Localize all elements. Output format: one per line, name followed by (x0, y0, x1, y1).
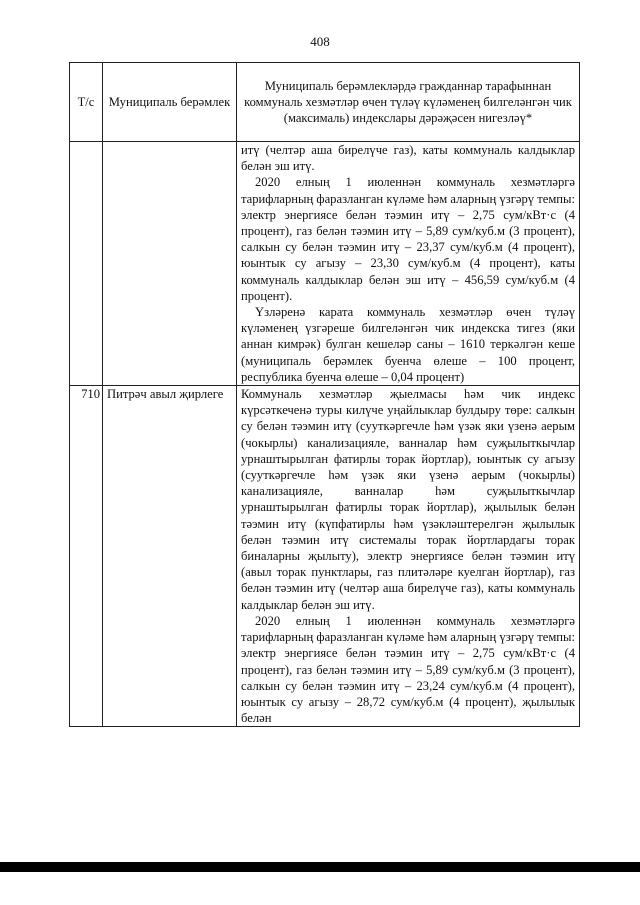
header-municipality: Муниципаль берәмлек (103, 63, 237, 142)
table-row-continuation (70, 142, 580, 386)
cell-justification (237, 386, 580, 727)
cell-justification-continuation (237, 142, 580, 386)
table-header-row (70, 63, 580, 142)
municipal-index-table (69, 62, 580, 727)
header-number: Т/с (70, 63, 103, 142)
paragraph: Үзләренә карата коммуналь хезмәтләр өчен түләү күләменең үзгәреше билгеләнгән чик индекска тигез (яки аннан кимрәк) булган кешеләр саны – 1610 теркәлгән кеше (муниципаль берәмлек буенча өлеше – 100 процент, республика буенча өлеше – 0,04 процент) (241, 305, 575, 384)
paragraph: 2020 елның 1 июленнән коммуналь хезмәтләргә тарифларның фаразланган күләме һәм аларның үзгәрү темпы: электр энергиясе белән тәэмин итү – 2,75 сум/кВт·с (4 процент), газ белән тәэмин итү – 5,89 сум/куб.м (3 процент), салкын су белән тәэмин итү – 23,24 сум/куб.м (4 процент), юынтык су агызу – 28,72 сум/куб.м (4 процент), җылылык белән (241, 613, 575, 726)
paragraph: итү (челтәр аша бирелүче газ), каты коммуналь калдыклар белән эш итү. (241, 143, 575, 174)
table-row-710 (70, 386, 580, 727)
header-justification: Муниципаль берәмлекләрдә гражданнар тарафыннан коммуналь хезмәтләр өчен түләү күләменең билгеләнгән чик (максималь) индекслары дәрәҗәсен нигезләү* (237, 63, 580, 142)
cell-row-number: 710 (70, 386, 103, 727)
paragraph: Коммуналь хезмәтләр җыелмасы һәм чик индекс күрсәткеченә туры килүче уңайлыклар булдыру төре: салкын су белән тәэмин итү (сууткәргечле һәм үзәк яки үзенә аерым (чокырлы) канализацияле, ванналар һәм суҗылыткычлар урнаштырылган фатирлы торак йортлар), юынтык су агызу (сууткәргечле һәм үзәк яки үзенә аерым (чокырлы) канализацияле, ванналар һәм суҗылыткычлар урнаштырылган фатирлы торак йортлар), җылылык белән тәэмин итү (күпфатирлы һәм үзәкләштерелгән җылылык белән тәэмин итү системалы торак йортлардагы торак биналарны җылыту), электр энергиясе белән тәэмин итү (авыл торак пунктлары, газ плитәләре куелган йортлар), газ белән тәэмин итү (челтәр аша бирелүче газ), каты коммуналь калдыклар белән эш итү. (241, 387, 575, 612)
bottom-border-bar (0, 862, 640, 872)
cell-municipality-name: Питрәч авыл җирлеге (103, 386, 237, 727)
cell-number-empty (70, 142, 103, 386)
cell-name-empty (103, 142, 237, 386)
paragraph: 2020 елның 1 июленнән коммуналь хезмәтләргә тарифларның фаразланган күләме һәм аларның үзгәрү темпы: электр энергиясе белән тәэмин итү – 2,75 сум/кВт·с (4 процент), газ белән тәэмин итү – 5,89 сум/куб.м (3 процент), салкын су белән тәэмин итү – 23,37 сум/куб.м (4 процент), юынтык су агызу – 23,30 сум/куб.м (4 процент), каты коммуналь калдыклар белән эш итү – 456,59 сум/куб.м (4 процент). (241, 175, 575, 303)
page-number: 408 (310, 34, 330, 49)
